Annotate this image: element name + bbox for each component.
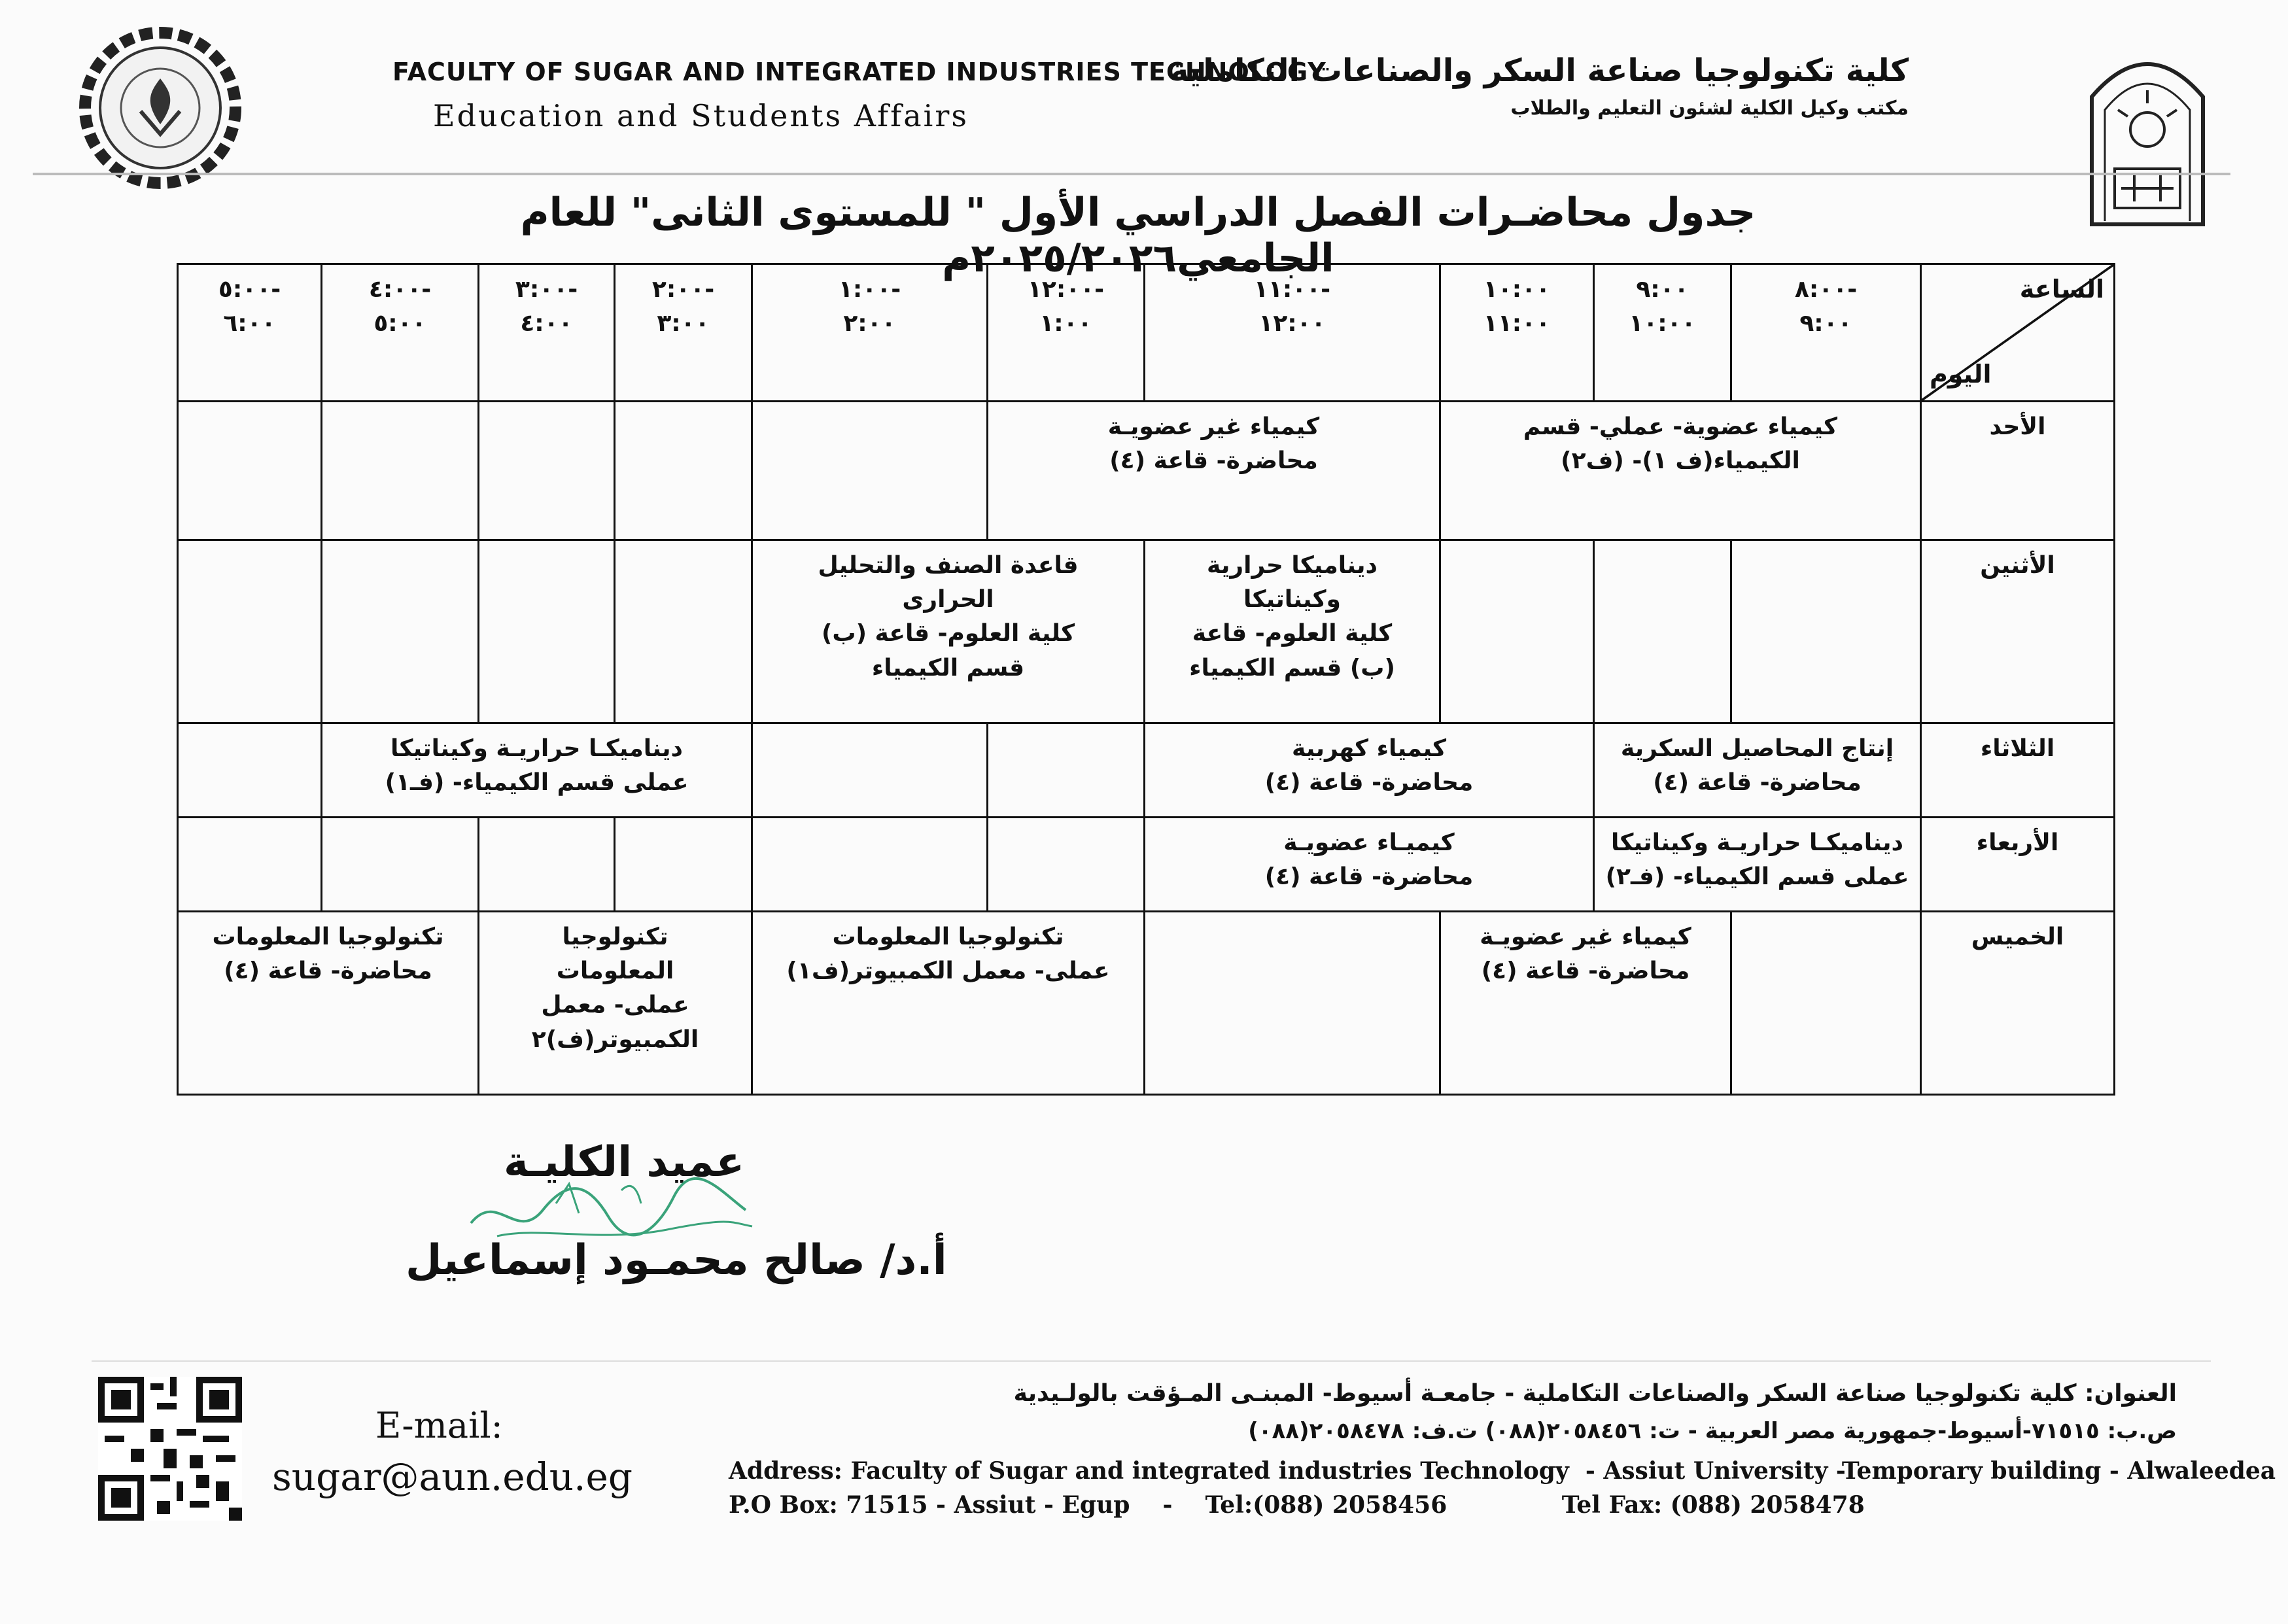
address-ar-line-1: العنوان: كلية تكنولوجيا صناعة السكر والصناعات التكاملية - جامعـة أسيوط- المبنـى المـؤقت بالولـيدية [1013, 1380, 2177, 1407]
time-slot: ١١:٠٠- ١٢:٠٠ [1145, 264, 1440, 402]
empty-cell [322, 402, 479, 540]
class-cell: تكنولوجيا المعلومات عملى- معمل الكمبيوتر(ف١) [752, 912, 1145, 1095]
class-cell: كيمياء غير عضويـة محاضرة- قاعة (٤) [988, 402, 1440, 540]
empty-cell [1594, 540, 1731, 723]
faculty-logo [78, 26, 242, 190]
address-en-line-2: P.O Box: 71515 - Assiut - Egup - Tel:(088) 2058456 Tel Fax: (088) 2058478 [729, 1491, 1865, 1519]
empty-cell [178, 540, 322, 723]
dean-title: عميد الكليـة [504, 1138, 745, 1186]
class-cell: قاعدة الصنف والتحليل الحرارى كلية العلوم- قاعة (ب) قسم الكيمياء [752, 540, 1145, 723]
schedule-title: جدول محاضـرات الفصل الدراسي الأول " للمستوى الثانى" للعام الجامعي٢٠٢٥/٢٠٢٦م [520, 190, 1756, 281]
row-sunday [178, 402, 2115, 540]
empty-cell [479, 540, 615, 723]
schedule-table [177, 263, 2115, 1096]
qr-code-icon [98, 1377, 242, 1521]
empty-cell [615, 818, 752, 912]
class-cell: كيمياء غير عضويـة محاضرة- قاعة (٤) [1440, 912, 1731, 1095]
university-logo [2085, 38, 2210, 228]
corner-time-label: الساعة [2019, 275, 2104, 303]
address-en-line-1: Address: Faculty of Sugar and integrated industries Technology - Assiut University -Temporary building - Alwaleedea [729, 1457, 2276, 1485]
time-slot: ١٢:٠٠- ١:٠٠ [988, 264, 1145, 402]
address-ar-line-2: ص.ب: ٧١٥١٥-أسيوط-جمهورية مصر العربية - ت: ٢٠٥٨٤٥٦(٠٨٨) ت.ف: ٢٠٥٨٤٧٨(٠٨٨) [1248, 1418, 2177, 1444]
class-cell: كيمياء كهربية محاضرة- قاعة (٤) [1145, 723, 1594, 818]
empty-cell [178, 723, 322, 818]
class-cell: كيمياء عضوية- عملي- قسم الكيمياء(ف ١)- (ف٢) [1440, 402, 1921, 540]
empty-cell [178, 818, 322, 912]
day-label: الأحد [1921, 402, 2115, 540]
class-cell: ديناميكـا حراريـة وكيناتيكا عملى قسم الكيمياء- (فـ٢) [1594, 818, 1921, 912]
row-monday [178, 540, 2115, 723]
empty-cell [752, 818, 988, 912]
time-slot: ٤:٠٠- ٥:٠٠ [322, 264, 479, 402]
office-name-en: Education and Students Affairs [433, 98, 969, 133]
faculty-name-en: FACULTY OF SUGAR AND INTEGRATED INDUSTRIES TECHNOLOGY [392, 58, 1326, 86]
footer-divider [92, 1360, 2211, 1362]
corner-day-label: اليوم [1930, 359, 1992, 389]
row-wednesday [178, 818, 2115, 912]
row-thursday [178, 912, 2115, 1095]
email-link[interactable]: sugar@aun.edu.eg [272, 1455, 633, 1499]
empty-cell [615, 402, 752, 540]
empty-cell [322, 540, 479, 723]
time-slot: ١٠:٠٠ ١١:٠٠ [1440, 264, 1594, 402]
day-label: الأربعاء [1921, 818, 2115, 912]
class-cell: إنتاج المحاصيل السكرية محاضرة- قاعة (٤) [1594, 723, 1921, 818]
empty-cell [988, 818, 1145, 912]
time-slot: ١:٠٠- ٢:٠٠ [752, 264, 988, 402]
class-cell: كيميـاء عضويـة محاضرة- قاعة (٤) [1145, 818, 1594, 912]
email-label: E-mail: [375, 1405, 503, 1446]
empty-cell [752, 723, 988, 818]
empty-cell [479, 402, 615, 540]
day-label: الأثنين [1921, 540, 2115, 723]
time-slot: ٥:٠٠- ٦:٠٠ [178, 264, 322, 402]
empty-cell [322, 818, 479, 912]
faculty-name-ar: كلية تكنولوجيا صناعة السكر والصناعات التكاملية [1170, 52, 1909, 89]
corner-cell [1921, 264, 2115, 402]
empty-cell [1440, 540, 1594, 723]
class-cell: تكنولوجيا المعلومات عملى- معمل الكمبيوتر(ف)٢ [479, 912, 752, 1095]
empty-cell [1731, 540, 1921, 723]
empty-cell [1145, 912, 1440, 1095]
time-slot: ٩:٠٠ ١٠:٠٠ [1594, 264, 1731, 402]
time-slot: ٢:٠٠- ٣:٠٠ [615, 264, 752, 402]
class-cell: ديناميكا حرارية وكيناتيكا كلية العلوم- قاعة (ب) قسم الكيمياء [1145, 540, 1440, 723]
empty-cell [479, 818, 615, 912]
header-row [178, 264, 2115, 402]
empty-cell [1731, 912, 1921, 1095]
class-cell: تكنولوجيا المعلومات محاضرة- قاعة (٤) [178, 912, 479, 1095]
time-slot: ٨:٠٠- ٩:٠٠ [1731, 264, 1921, 402]
dean-name: أ.د/ صالح محمـود إسماعيل [406, 1236, 947, 1285]
day-label: الخميس [1921, 912, 2115, 1095]
office-name-ar: مكتب وكيل الكلية لشئون التعليم والطلاب [1510, 97, 1909, 120]
time-slot: ٣:٠٠- ٤:٠٠ [479, 264, 615, 402]
row-tuesday [178, 723, 2115, 818]
empty-cell [178, 402, 322, 540]
empty-cell [615, 540, 752, 723]
header-divider [33, 173, 2230, 175]
empty-cell [988, 723, 1145, 818]
day-label: الثلاثاء [1921, 723, 2115, 818]
empty-cell [752, 402, 988, 540]
class-cell: ديناميكـا حراريـة وكيناتيكا عملى قسم الكيمياء- (فـ١) [322, 723, 752, 818]
